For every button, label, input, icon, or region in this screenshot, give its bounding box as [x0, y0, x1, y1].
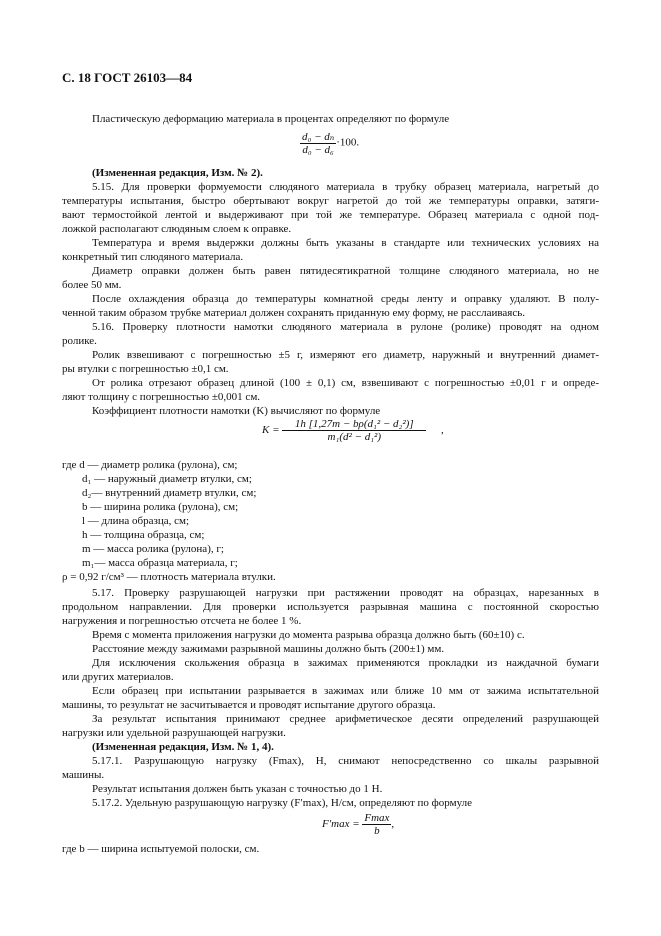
p517-line: нагружения и погрешностью отсчета не более 1 %.: [62, 615, 302, 627]
revision-note-1: (Измененная редакция, Изм. № 2).: [92, 167, 263, 179]
formula3-numerator: Fmax: [364, 812, 390, 824]
p5171b-text: Результат испытания должен быть указан с точностью до 1 Н.: [92, 783, 383, 795]
p515b-line: конкретный тип слюдяного материала.: [62, 251, 244, 263]
definition-item: где d — диаметр ролика (рулона), см;: [62, 459, 238, 471]
p515-line: 5.15. Для проверки формуемости слюдяного материала в трубку образец материала, нагретый до: [92, 181, 599, 193]
formula2-numerator: 1h [1,27m − bρ(d₁² − d₂²)]: [282, 418, 426, 431]
p517f-line: нагрузки или удельной разрушающей нагрузки.: [62, 727, 286, 739]
p516b-line: ры втулки с погрешностью ±0,1 см.: [62, 363, 229, 375]
formula3-lhs: F′max =: [322, 818, 360, 831]
formula2-denominator: m₁(d² − d₁²): [327, 431, 381, 443]
formula1-suffix: ·100.: [336, 136, 360, 149]
definition-item: d₁ — наружный диаметр втулки, см;: [82, 473, 252, 485]
formula3-suffix: ,: [391, 818, 395, 831]
p5171-line: 5.17.1. Разрушающую нагрузку (Fmax), Н, снимают непосредственно со шкалы разрывной: [92, 755, 599, 767]
formula3-denominator: b: [374, 825, 380, 837]
p515-line: вают термостойкой лентой и выдерживают при той же температуре. Образец материала с одной под-: [62, 209, 599, 221]
definition-item: m₁— масса образца материала, г;: [82, 557, 238, 569]
formula1-denominator: d₀ − d₆: [302, 144, 334, 156]
p515-line: ложкой располагают слюдяным слоем к оправке.: [62, 223, 292, 235]
p5171-line: машины.: [62, 769, 105, 781]
definition-item: h — толщина образца, см;: [82, 529, 205, 541]
p515d-line: ченной таким образом трубке материал должен сохранять приданную ему форму, не расслаиваясь.: [62, 307, 525, 319]
p516c-line: От ролика отрезают образец длиной (100 ± 0,1) см, взвешивают с погрешностью ±0,01 г и опреде-: [92, 377, 599, 389]
formula-winding-density: [262, 418, 444, 443]
p516-line: ролике.: [62, 335, 97, 347]
formula2-lhs: K =: [262, 424, 280, 437]
p517e-line: машины, то результат не засчитывается и проводят испытание другого образца.: [62, 699, 436, 711]
p516c-line: ляют толщину с погрешностью ±0,001 см.: [62, 391, 261, 403]
intro-text: Пластическую деформацию материала в процентах определяют по формуле: [92, 113, 450, 125]
p517e-line: Если образец при испытании разрывается в зажимах или ближе 10 мм от зажима испытательной: [92, 685, 599, 697]
p5172-text: 5.17.2. Удельную разрушающую нагрузку (F′max), Н/см, определяют по формуле: [92, 797, 472, 809]
formula1-numerator: d₀ − dₙ: [302, 131, 335, 143]
formula-plastic-deformation: [300, 130, 359, 156]
revision-note-2: (Измененная редакция, Изм. № 1, 4).: [92, 741, 274, 753]
p515c-line: более 50 мм.: [62, 279, 122, 291]
formula-specific-load: [322, 812, 394, 837]
p515b-line: Температура и время выдержки должны быть указаны в стандарте или технических условиях на: [92, 237, 599, 249]
formula2-suffix: ,: [441, 424, 444, 437]
p517f-line: За результат испытания принимают среднее арифметическое десяти определений разрушающей: [92, 713, 599, 725]
definition-item: d₂— внутренний диаметр втулки, см;: [82, 487, 257, 499]
p515-line: температуры испытания, быстро обертывают вокруг нагретой до той же температуры оправки, затяги-: [62, 195, 599, 207]
p515d-line: После охлаждения образца до температуры комнатной среды ленту и оправку удаляют. В полу-: [92, 293, 599, 305]
p517b-text: Время с момента приложения нагрузки до момента разрыва образца должно быть (60±10) с.: [92, 629, 525, 641]
p516b-line: Ролик взвешивают с погрешностью ±5 г, измеряют его диаметр, наружный и внутренний диамет-: [92, 349, 599, 361]
final-definition: где b — ширина испытуемой полоски, см.: [62, 843, 260, 855]
p517c-text: Расстояние между зажимами разрывной машины должно быть (200±1) мм.: [92, 643, 445, 655]
page-header: С. 18 ГОСТ 26103—84: [62, 70, 193, 85]
definition-item: m — масса ролика (рулона), г;: [82, 543, 224, 555]
p516d-text: Коэффициент плотности намотки (K) вычисляют по формуле: [92, 405, 381, 417]
definition-item: b — ширина ролика (рулона), см;: [82, 501, 239, 513]
definition-item: l — длина образца, см;: [82, 515, 190, 527]
p516-line: 5.16. Проверку плотности намотки слюдяного материала в рулоне (ролике) проводят на одном: [92, 321, 599, 333]
p517d-line: или других материалов.: [62, 671, 174, 683]
p517-line: продольном направлении. Для проверки используется разрывная машина с постоянной скоростью: [62, 601, 599, 613]
p517d-line: Для исключения скольжения образца в зажимах применяются прокладки из наждачной бумаги: [92, 657, 599, 669]
definition-item: ρ = 0,92 г/см³ — плотность материала втулки.: [62, 571, 276, 583]
p517-line: 5.17. Проверку разрушающей нагрузки при растяжении проводят на образцах, нарезанных в: [92, 587, 599, 599]
p515c-line: Диаметр оправки должен быть равен пятидесятикратной толщине слюдяного материала, но не: [92, 265, 599, 277]
